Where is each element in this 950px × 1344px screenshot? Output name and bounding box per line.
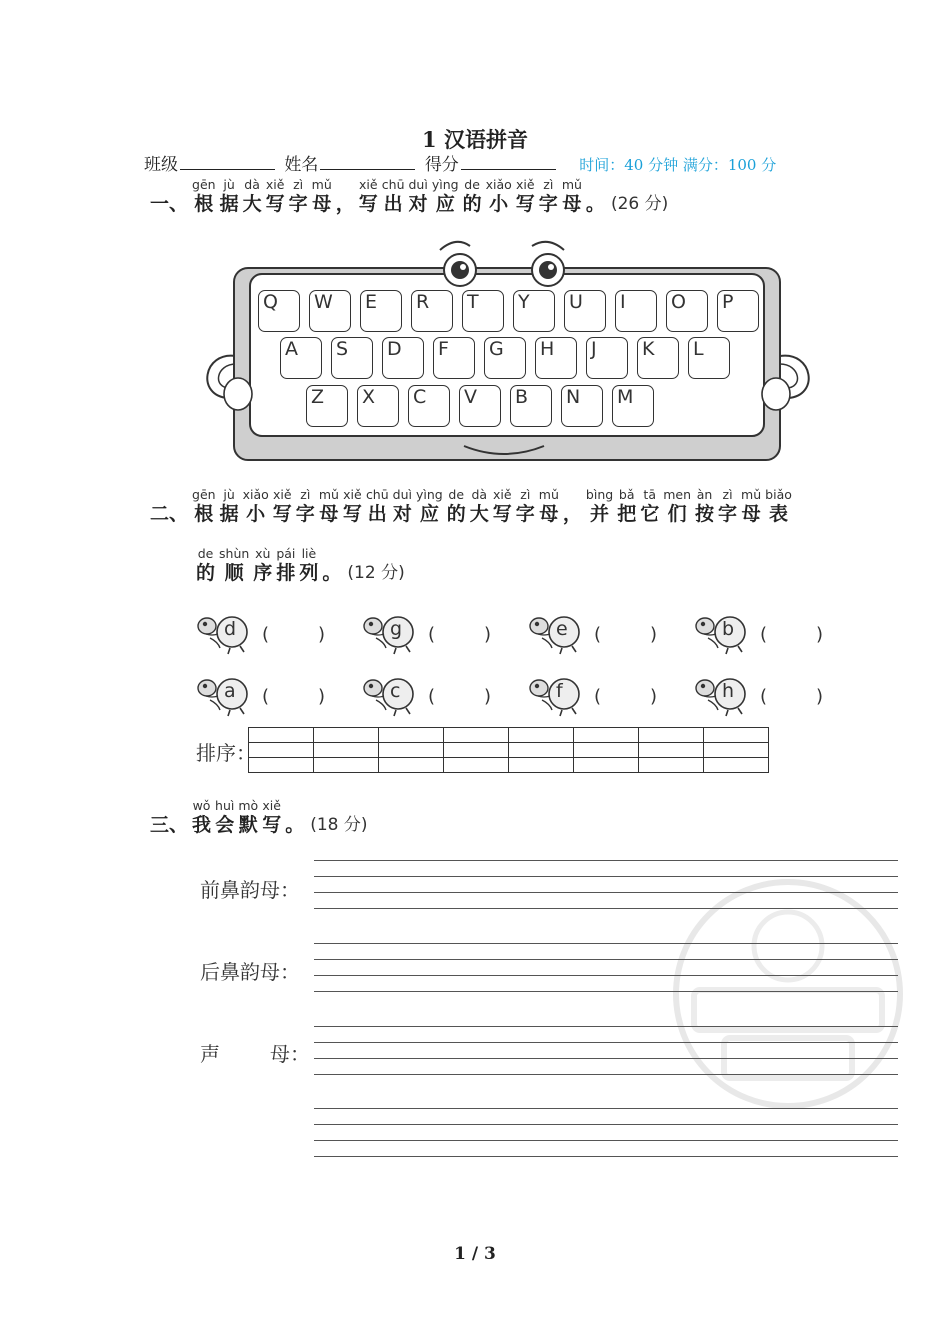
pinyin-char bbox=[617, 486, 636, 525]
pinyin: jù bbox=[223, 487, 235, 502]
order-cell[interactable] bbox=[249, 743, 314, 758]
hanzi: 并 bbox=[590, 503, 610, 525]
turtle-letter: d bbox=[224, 618, 237, 640]
answer-slot[interactable] bbox=[440, 624, 480, 646]
pinyin-char bbox=[516, 486, 535, 525]
key-w: W bbox=[309, 290, 351, 332]
pinyin: zì bbox=[722, 487, 733, 502]
pinyin-char bbox=[296, 486, 315, 525]
writing-line[interactable] bbox=[314, 1058, 898, 1059]
pinyin-char bbox=[393, 486, 412, 525]
pinyin: àn bbox=[696, 487, 713, 502]
hanzi: 小 bbox=[489, 193, 509, 215]
hanzi: 顺 bbox=[224, 562, 244, 584]
pinyin: huì bbox=[215, 798, 235, 813]
hanzi: 写 bbox=[358, 193, 378, 215]
hanzi: 字 bbox=[295, 503, 315, 525]
writing-line[interactable] bbox=[314, 860, 898, 861]
pinyin-char bbox=[220, 176, 239, 215]
order-cell[interactable] bbox=[249, 758, 314, 773]
hanzi: 母 bbox=[539, 503, 559, 525]
pinyin-char bbox=[586, 176, 605, 215]
pinyin: bǎ bbox=[618, 487, 635, 502]
turtle-item bbox=[362, 668, 416, 722]
answer-slot[interactable] bbox=[772, 624, 812, 646]
pinyin: biǎo bbox=[765, 487, 792, 502]
pinyin-char bbox=[285, 797, 304, 836]
pinyin-char bbox=[312, 176, 332, 215]
pinyin-char bbox=[765, 486, 792, 525]
pinyin-char bbox=[539, 486, 559, 525]
pinyin: chū bbox=[381, 177, 405, 192]
hanzi: 会 bbox=[215, 814, 235, 836]
turtle-icon bbox=[528, 668, 582, 718]
key-h: H bbox=[535, 337, 577, 379]
pinyin-char bbox=[150, 797, 188, 836]
pinyin: tā bbox=[643, 487, 656, 502]
turtle-letter: c bbox=[390, 680, 401, 702]
turtle-icon bbox=[362, 606, 416, 656]
pinyin: zì bbox=[520, 487, 531, 502]
order-cell[interactable] bbox=[314, 728, 379, 743]
order-cell[interactable] bbox=[509, 743, 574, 758]
writing-line[interactable] bbox=[314, 876, 898, 877]
writing-line[interactable] bbox=[314, 959, 898, 960]
pinyin-char bbox=[539, 176, 558, 215]
pinyin-char bbox=[586, 486, 613, 525]
answer-close-paren: ) bbox=[816, 624, 824, 645]
answer-close-paren: ) bbox=[816, 686, 824, 707]
turtle-icon bbox=[694, 606, 748, 656]
pinyin: duì bbox=[408, 177, 428, 192]
pinyin-char bbox=[219, 545, 249, 584]
question-2-heading-line1 bbox=[150, 486, 796, 525]
score-blank[interactable] bbox=[461, 155, 556, 170]
hanzi: 母 bbox=[562, 193, 582, 215]
pinyin-char bbox=[663, 486, 691, 525]
pinyin-char bbox=[273, 486, 292, 525]
points: (12 分) bbox=[347, 563, 405, 583]
key-a: A bbox=[280, 337, 322, 379]
order-cell[interactable] bbox=[379, 743, 444, 758]
writing-line[interactable] bbox=[314, 1140, 898, 1141]
writing-line[interactable] bbox=[314, 1156, 898, 1157]
answer-open-paren: ( bbox=[428, 624, 436, 645]
pinyin-char bbox=[150, 176, 188, 215]
order-cell[interactable] bbox=[379, 728, 444, 743]
key-r: R bbox=[411, 290, 453, 332]
hanzi: 应 bbox=[435, 193, 455, 215]
hanzi: 对 bbox=[392, 503, 412, 525]
answer-slot[interactable] bbox=[606, 624, 646, 646]
pinyin-char bbox=[319, 486, 339, 525]
writing-line[interactable] bbox=[314, 991, 898, 992]
key-q: Q bbox=[258, 290, 300, 332]
order-cell[interactable] bbox=[639, 743, 704, 758]
pinyin-char bbox=[253, 545, 272, 584]
pinyin: wǒ bbox=[192, 798, 211, 813]
answer-open-paren: ( bbox=[760, 686, 768, 707]
order-cell[interactable] bbox=[509, 758, 574, 773]
key-t: T bbox=[462, 290, 504, 332]
pinyin-char bbox=[322, 545, 341, 584]
key-c: C bbox=[408, 385, 450, 427]
pinyin-char bbox=[563, 486, 582, 525]
hanzi: 一、 bbox=[150, 193, 189, 215]
turtle-letter: g bbox=[390, 618, 403, 640]
turtle-letter: h bbox=[722, 680, 735, 702]
class-blank[interactable] bbox=[180, 155, 275, 170]
order-cell[interactable] bbox=[249, 728, 314, 743]
page-title: 1 汉语拼音 bbox=[422, 127, 528, 152]
pinyin-char bbox=[276, 545, 295, 584]
hanzi: 字 bbox=[515, 503, 535, 525]
pinyin: liè bbox=[301, 546, 317, 561]
pinyin: xiě bbox=[273, 487, 292, 502]
keyboard-illustration bbox=[198, 236, 818, 472]
turtle-letter: e bbox=[556, 618, 568, 640]
pinyin-char bbox=[150, 486, 188, 525]
order-cell[interactable] bbox=[444, 743, 509, 758]
pinyin-char bbox=[493, 486, 512, 525]
answer-open-paren: ( bbox=[262, 624, 270, 645]
pinyin: jù bbox=[223, 177, 235, 192]
turtle-letter: b bbox=[722, 618, 735, 640]
hanzi: 二、 bbox=[150, 503, 189, 525]
writing-line[interactable] bbox=[314, 943, 898, 944]
pinyin: xiě bbox=[516, 177, 535, 192]
writing-line[interactable] bbox=[314, 1074, 898, 1075]
order-cell[interactable] bbox=[509, 728, 574, 743]
points: (26 分) bbox=[610, 194, 669, 214]
key-n: N bbox=[561, 385, 603, 427]
pinyin-char bbox=[220, 486, 239, 525]
turtle-item bbox=[694, 606, 748, 660]
pinyin: zì bbox=[543, 177, 554, 192]
order-cell[interactable] bbox=[574, 758, 639, 773]
question-3-heading bbox=[150, 797, 368, 836]
hanzi: 据 bbox=[219, 193, 239, 215]
pinyin: duì bbox=[392, 487, 412, 502]
turtle-item bbox=[196, 606, 250, 660]
hanzi: 字 bbox=[538, 193, 558, 215]
pinyin-char bbox=[262, 797, 281, 836]
pinyin-char bbox=[640, 486, 659, 525]
order-cell[interactable] bbox=[574, 743, 639, 758]
watermark-seal-icon bbox=[668, 874, 908, 1114]
pinyin-char bbox=[299, 545, 318, 584]
hanzi: 写 bbox=[272, 503, 292, 525]
pinyin: gēn bbox=[192, 177, 216, 192]
turtle-icon bbox=[528, 606, 582, 656]
hanzi: 。 bbox=[585, 193, 605, 215]
pinyin-char bbox=[336, 176, 355, 215]
pinyin: mǔ bbox=[311, 177, 332, 192]
key-j: J bbox=[586, 337, 628, 379]
order-cell[interactable] bbox=[704, 758, 769, 773]
writing-line[interactable] bbox=[314, 908, 898, 909]
turtle-icon bbox=[362, 668, 416, 718]
pinyin-char bbox=[238, 797, 258, 836]
hanzi: 根 bbox=[194, 193, 214, 215]
hanzi: 序 bbox=[253, 562, 273, 584]
pinyin-char bbox=[741, 486, 761, 525]
answer-open-paren: ( bbox=[594, 624, 602, 645]
hanzi: 列 bbox=[299, 562, 319, 584]
page-number: 1 / 3 bbox=[454, 1244, 496, 1264]
order-cell[interactable] bbox=[704, 743, 769, 758]
pinyin: xiǎo bbox=[242, 487, 269, 502]
hanzi: 写 bbox=[342, 503, 362, 525]
pinyin: xiě bbox=[265, 177, 285, 192]
pinyin: xù bbox=[255, 546, 271, 561]
pinyin-char bbox=[486, 176, 512, 215]
key-y: Y bbox=[513, 290, 555, 332]
key-x: X bbox=[357, 385, 399, 427]
back-nasal-label: 后鼻韵母： bbox=[200, 960, 300, 984]
writing-line[interactable] bbox=[314, 1026, 898, 1027]
pinyin: dà bbox=[471, 487, 488, 502]
key-g: G bbox=[484, 337, 526, 379]
pinyin-char bbox=[192, 486, 216, 525]
hanzi: 三、 bbox=[150, 814, 189, 836]
pinyin: de bbox=[464, 177, 480, 192]
question-2-heading-line2 bbox=[196, 545, 405, 584]
key-k: K bbox=[637, 337, 679, 379]
key-u: U bbox=[564, 290, 606, 332]
writing-line[interactable] bbox=[314, 892, 898, 893]
turtle-item bbox=[694, 668, 748, 722]
turtle-item bbox=[196, 668, 250, 722]
answer-close-paren: ) bbox=[484, 624, 492, 645]
writing-line[interactable] bbox=[314, 1108, 898, 1109]
pinyin: xiǎo bbox=[485, 177, 512, 192]
key-o: O bbox=[666, 290, 708, 332]
hanzi: 写 bbox=[515, 193, 535, 215]
pinyin-char bbox=[718, 486, 737, 525]
pinyin: mǔ bbox=[561, 177, 582, 192]
pinyin-char bbox=[366, 486, 389, 525]
turtle-item bbox=[362, 606, 416, 660]
key-l: L bbox=[688, 337, 730, 379]
pinyin-char bbox=[266, 176, 285, 215]
answer-open-paren: ( bbox=[760, 624, 768, 645]
hanzi: 写 bbox=[262, 814, 282, 836]
turtle-letter: a bbox=[224, 680, 236, 702]
answer-open-paren: ( bbox=[262, 686, 270, 707]
turtle-letter: f bbox=[556, 680, 563, 702]
writing-line[interactable] bbox=[314, 1124, 898, 1125]
pinyin: xiě bbox=[343, 487, 362, 502]
turtle-icon bbox=[196, 606, 250, 656]
hanzi: 们 bbox=[667, 503, 687, 525]
pinyin-char bbox=[447, 486, 466, 525]
hanzi: 排 bbox=[276, 562, 296, 584]
pinyin: xiě bbox=[492, 487, 512, 502]
order-grid bbox=[248, 727, 769, 773]
pinyin-char bbox=[289, 176, 308, 215]
answer-close-paren: ) bbox=[318, 686, 326, 707]
name-blank[interactable] bbox=[320, 155, 415, 170]
key-p: P bbox=[717, 290, 759, 332]
pinyin: mǔ bbox=[538, 487, 559, 502]
initial-label-a: 声 bbox=[200, 1042, 220, 1066]
hanzi: 默 bbox=[238, 814, 258, 836]
hanzi: 字 bbox=[718, 503, 738, 525]
points: (18 分) bbox=[310, 815, 368, 835]
student-info-line bbox=[144, 150, 776, 175]
pinyin-char bbox=[463, 176, 482, 215]
key-s: S bbox=[331, 337, 373, 379]
answer-close-paren: ) bbox=[650, 624, 658, 645]
pinyin-char bbox=[243, 486, 269, 525]
hanzi: 写 bbox=[265, 193, 285, 215]
class-label: 班级 bbox=[144, 155, 178, 175]
answer-open-paren: ( bbox=[594, 686, 602, 707]
pinyin: zì bbox=[300, 487, 311, 502]
pinyin: chū bbox=[365, 487, 389, 502]
pinyin: pái bbox=[276, 546, 296, 561]
answer-open-paren: ( bbox=[428, 686, 436, 707]
pinyin: dà bbox=[244, 177, 260, 192]
initial-label-b: 母： bbox=[270, 1042, 310, 1066]
hanzi: 按 bbox=[695, 503, 715, 525]
order-cell[interactable] bbox=[444, 728, 509, 743]
hanzi: 母 bbox=[312, 193, 332, 215]
pinyin-char bbox=[416, 486, 443, 525]
hanzi: 。 bbox=[322, 562, 342, 584]
hanzi: 的 bbox=[196, 562, 216, 584]
answer-close-paren: ) bbox=[650, 686, 658, 707]
pinyin-char bbox=[192, 797, 211, 836]
order-cell[interactable] bbox=[444, 758, 509, 773]
hanzi: 的 bbox=[462, 193, 482, 215]
pinyin: de bbox=[448, 487, 465, 502]
pinyin-char bbox=[516, 176, 535, 215]
hanzi: ， bbox=[562, 503, 582, 525]
turtle-icon bbox=[694, 668, 748, 718]
hanzi: 出 bbox=[367, 503, 387, 525]
hanzi: 母 bbox=[319, 503, 339, 525]
pinyin-char bbox=[243, 176, 262, 215]
hanzi: 根 bbox=[194, 503, 214, 525]
order-cell[interactable] bbox=[314, 743, 379, 758]
order-cell[interactable] bbox=[704, 728, 769, 743]
turtle-icon bbox=[196, 668, 250, 718]
key-e: E bbox=[360, 290, 402, 332]
hanzi: 大 bbox=[469, 503, 489, 525]
writing-line[interactable] bbox=[314, 975, 898, 976]
order-cell[interactable] bbox=[574, 728, 639, 743]
pinyin: mò bbox=[238, 798, 259, 813]
front-nasal-label: 前鼻韵母： bbox=[200, 878, 300, 902]
hanzi: 大 bbox=[242, 193, 262, 215]
hanzi: 。 bbox=[285, 814, 305, 836]
key-b: B bbox=[510, 385, 552, 427]
hanzi: 母 bbox=[741, 503, 761, 525]
key-d: D bbox=[382, 337, 424, 379]
key-i: I bbox=[615, 290, 657, 332]
pinyin-char bbox=[409, 176, 428, 215]
order-cell[interactable] bbox=[639, 758, 704, 773]
name-label: 姓名 bbox=[284, 155, 319, 175]
pinyin: shùn bbox=[219, 546, 250, 561]
order-cell[interactable] bbox=[639, 728, 704, 743]
answer-close-paren: ) bbox=[318, 624, 326, 645]
hanzi: 的 bbox=[446, 503, 466, 525]
pinyin-char bbox=[695, 486, 714, 525]
pinyin-char bbox=[562, 176, 582, 215]
key-f: F bbox=[433, 337, 475, 379]
pinyin: yìng bbox=[416, 487, 443, 502]
pinyin-char bbox=[215, 797, 234, 836]
hanzi: 我 bbox=[192, 814, 212, 836]
question-1-heading bbox=[150, 176, 668, 215]
hanzi: 写 bbox=[492, 503, 512, 525]
hanzi: 表 bbox=[769, 503, 789, 525]
hanzi: 应 bbox=[419, 503, 439, 525]
order-label: 排序： bbox=[196, 741, 256, 765]
key-v: V bbox=[459, 385, 501, 427]
key-z: Z bbox=[306, 385, 348, 427]
pinyin: gēn bbox=[192, 487, 216, 502]
hanzi: 把 bbox=[617, 503, 637, 525]
pinyin-char bbox=[192, 176, 216, 215]
pinyin: mǔ bbox=[318, 487, 339, 502]
pinyin-char bbox=[196, 545, 215, 584]
answer-slot[interactable] bbox=[274, 624, 314, 646]
pinyin: de bbox=[197, 546, 214, 561]
turtle-item bbox=[528, 668, 582, 722]
score-label: 得分 bbox=[424, 155, 459, 175]
hanzi: 它 bbox=[640, 503, 660, 525]
hanzi: 对 bbox=[408, 193, 428, 215]
pinyin-char bbox=[359, 176, 378, 215]
writing-line[interactable] bbox=[314, 1042, 898, 1043]
answer-slot[interactable] bbox=[440, 686, 480, 708]
pinyin: xiě bbox=[262, 798, 281, 813]
pinyin: zì bbox=[293, 177, 304, 192]
hanzi: 字 bbox=[288, 193, 308, 215]
answer-slot[interactable] bbox=[274, 686, 314, 708]
pinyin: bìng bbox=[585, 487, 614, 502]
pinyin-char bbox=[343, 486, 362, 525]
pinyin-char bbox=[470, 486, 489, 525]
time-score-info: 时间：40 分钟 满分：100 分 bbox=[579, 156, 777, 174]
pinyin-char bbox=[382, 176, 405, 215]
answer-slot[interactable] bbox=[772, 686, 812, 708]
pinyin: mǔ bbox=[741, 487, 762, 502]
key-m: M bbox=[612, 385, 654, 427]
order-cell[interactable] bbox=[379, 758, 444, 773]
order-cell[interactable] bbox=[314, 758, 379, 773]
turtle-item bbox=[528, 606, 582, 660]
pinyin: xiě bbox=[358, 177, 378, 192]
answer-slot[interactable] bbox=[606, 686, 646, 708]
hanzi: 出 bbox=[383, 193, 403, 215]
hanzi: 小 bbox=[246, 503, 266, 525]
answer-close-paren: ) bbox=[484, 686, 492, 707]
pinyin: yìng bbox=[431, 177, 459, 192]
pinyin-char bbox=[432, 176, 459, 215]
pinyin: men bbox=[663, 487, 692, 502]
hanzi: 据 bbox=[219, 503, 239, 525]
hanzi: ， bbox=[335, 193, 355, 215]
